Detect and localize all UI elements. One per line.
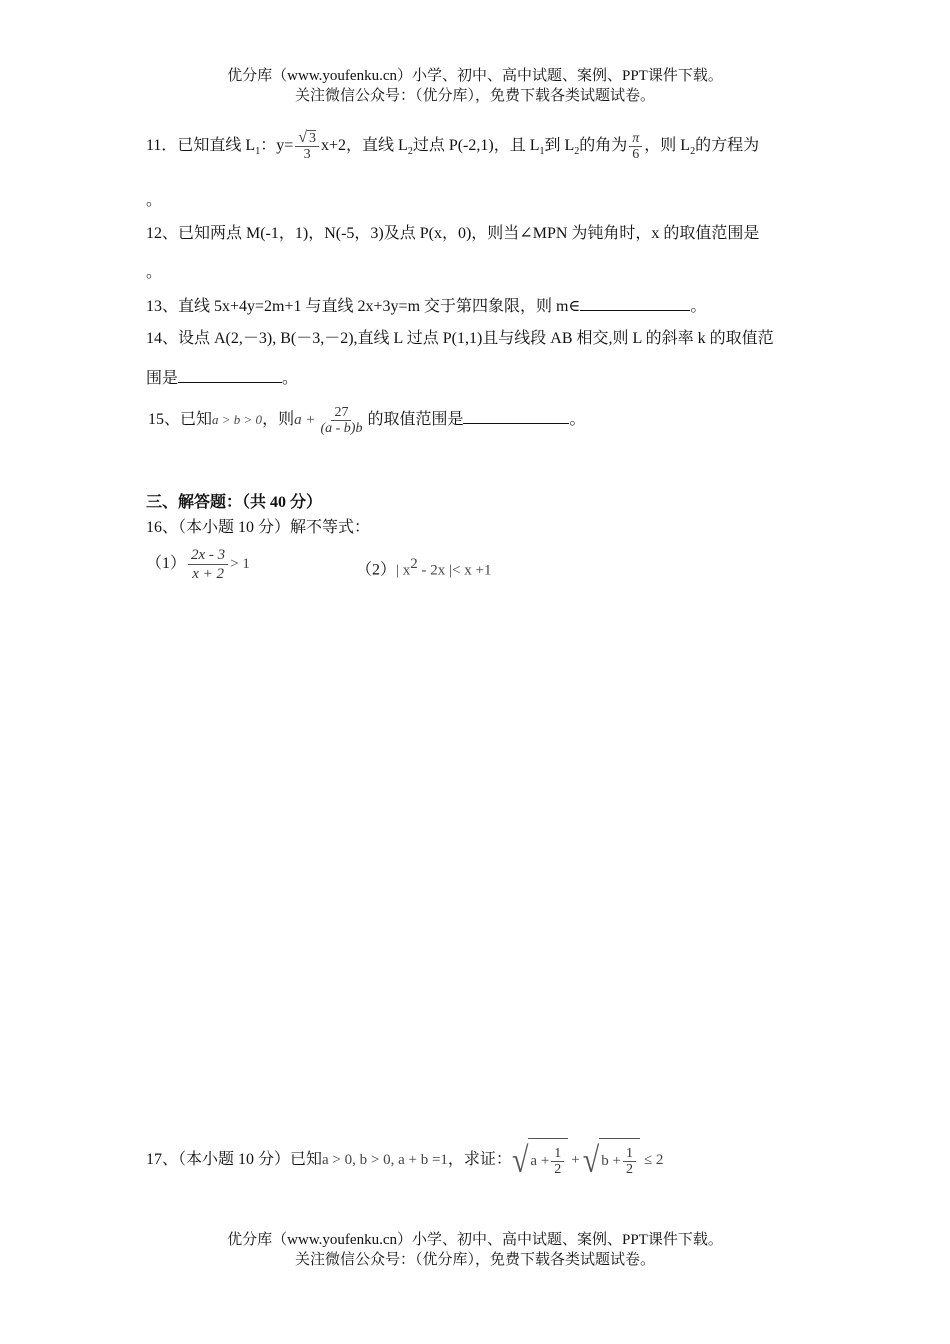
sqrt-term-1: √ a + $\frac{1}{2}$ [512,1138,568,1183]
angle-fraction: $\frac{\pi}{6}$ [629,131,642,162]
question-14: 14、设点 A(2,－3), B(－3,－2),直线 L 过点 P(1,1)且与线段 AB 相交,则 L 的斜率 k 的取值范 [146,330,774,347]
answer-blank-14[interactable] [178,366,282,383]
answer-blank-15[interactable] [463,407,569,424]
question-14-continuation: 围是 。 [146,366,298,390]
section-title: 三、解答题：（共 40 分） [146,494,323,511]
answer-blank-13[interactable] [580,294,690,311]
header-line-2: 关注微信公众号：（优分库），免费下载各类试题试卷。 [294,88,655,104]
footer-line-2: 关注微信公众号：（优分库），免费下载各类试题试卷。 [294,1252,655,1268]
question-12: 12、已知两点 M(-1，1)，N(-5，3)及点 P(x，0)，则当∠MPN 为钝角时，x 的取值范围是 [146,225,760,242]
question-16: 16、（本小题 10 分）解不等式： [146,519,371,536]
question-16-part-1: （1） $\frac{2x - 3}{x + 2}$ > 1 [146,546,250,582]
inequality-fraction: $\frac{2x - 3}{x + 2}$ [188,546,228,583]
expression-fraction: $\frac{27}{(a - b)b}$ [320,404,363,436]
header-line-1: 优分库（www.youfenku.cn）小学、初中、高中试题、案例、PPT课件下载。 [227,68,723,84]
question-16-part-2: （2）| $x^2 - 2x$ |< x +1 [356,556,492,579]
footer-line-1: 优分库（www.youfenku.cn）小学、初中、高中试题、案例、PPT课件下载。 [227,1232,723,1248]
question-15: 15、已知a > b > 0，则a + $\frac{27}{(a - b)b}$ 的取值范围是 。 [148,404,586,436]
question-11: 11．已知直线 $L_1$：y= $\frac{√ 3}{3}$ x+2，直线 $L_2$过点 P(-2,1)，且 $L_1$到 $L_2$的角为 $\frac{\pi}{6}$ ，则 $L_2$的方程为 [146,129,760,163]
question-11-continuation: 。 [146,192,163,209]
question-13: 13、直线 5x+4y=2m+1 与直线 2x+3y=m 交于第四象限，则 m∈ 。 [146,294,706,318]
question-12-continuation: 。 [146,264,163,281]
slope-fraction: $\frac{√ 3}{3}$ [295,130,319,162]
sqrt-term-2: √ b + $\frac{1}{2}$ [583,1138,640,1183]
question-17: 17、（本小题 10 分）已知a > 0, b > 0, a + b =1，求证： √ a + $\frac{1}{2}$ + √ b + $\frac{1}{2}$ ≤ 2 [146,1138,663,1183]
